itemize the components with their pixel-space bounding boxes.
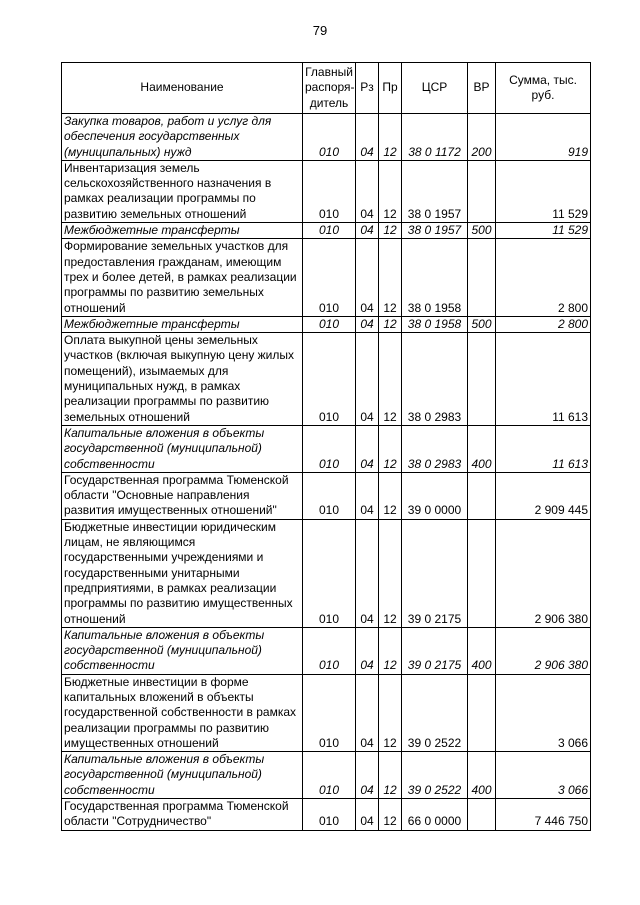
header-name: Наименование — [62, 63, 303, 114]
cell-vr — [468, 472, 496, 519]
cell-csr: 38 0 2983 — [402, 333, 468, 426]
cell-name: Формирование земельных участков для предоставления гражданам, имеющим трех и более детей, в рамках реализации программы по развитию земельных отношений — [62, 239, 303, 316]
cell-csr: 38 0 1957 — [402, 160, 468, 222]
cell-pr: 12 — [379, 239, 402, 316]
cell-admin: 010 — [303, 674, 356, 751]
cell-vr: 400 — [468, 752, 496, 799]
table-row — [62, 425, 591, 472]
table-row — [62, 333, 591, 426]
cell-pr: 12 — [379, 316, 402, 332]
cell-sum: 11 613 — [496, 333, 591, 426]
cell-sum: 2 909 445 — [496, 472, 591, 519]
cell-sum: 3 066 — [496, 752, 591, 799]
cell-sum: 2 906 380 — [496, 519, 591, 627]
cell-admin: 010 — [303, 114, 356, 161]
cell-vr — [468, 333, 496, 426]
cell-sum: 7 446 750 — [496, 799, 591, 831]
cell-vr: 400 — [468, 425, 496, 472]
cell-csr: 38 0 1958 — [402, 316, 468, 332]
cell-csr: 39 0 0000 — [402, 472, 468, 519]
cell-vr — [468, 239, 496, 316]
cell-vr — [468, 160, 496, 222]
cell-csr: 39 0 2522 — [402, 752, 468, 799]
cell-name: Межбюджетные трансферты — [62, 316, 303, 332]
table-row — [62, 627, 591, 674]
cell-name: Межбюджетные трансферты — [62, 223, 303, 239]
cell-name: Бюджетные инвестиции в форме капитальных вложений в объекты государственной собственности в рамках реализации программы по развитию имущественных отношений — [62, 674, 303, 751]
cell-vr — [468, 799, 496, 831]
cell-rz: 04 — [356, 674, 379, 751]
cell-name: Оплата выкупной цены земельных участков (включая выкупную цену жилых помещений), изымаемых для муниципальных нужд, в рамках реализации программы по развитию земельных отношений — [62, 333, 303, 426]
cell-vr: 400 — [468, 627, 496, 674]
cell-admin: 010 — [303, 627, 356, 674]
cell-rz: 04 — [356, 333, 379, 426]
cell-name: Капитальные вложения в объекты государственной (муниципальной) собственности — [62, 752, 303, 799]
cell-rz: 04 — [356, 799, 379, 831]
cell-rz: 04 — [356, 114, 379, 161]
cell-pr: 12 — [379, 799, 402, 831]
cell-pr: 12 — [379, 223, 402, 239]
cell-rz: 04 — [356, 223, 379, 239]
cell-csr: 39 0 2175 — [402, 519, 468, 627]
cell-vr: 500 — [468, 223, 496, 239]
table-row — [62, 674, 591, 751]
cell-vr — [468, 519, 496, 627]
cell-rz: 04 — [356, 472, 379, 519]
page-number: 79 — [312, 23, 328, 38]
cell-pr: 12 — [379, 160, 402, 222]
cell-admin: 010 — [303, 472, 356, 519]
table-row — [62, 160, 591, 222]
cell-pr: 12 — [379, 472, 402, 519]
cell-vr — [468, 674, 496, 751]
cell-sum: 11 529 — [496, 223, 591, 239]
cell-admin: 010 — [303, 316, 356, 332]
table-row — [62, 752, 591, 799]
cell-admin: 010 — [303, 223, 356, 239]
table-header-row — [62, 63, 591, 114]
table-row — [62, 799, 591, 831]
budget-table — [61, 62, 591, 831]
cell-name: Государственная программа Тюменской области "Сотрудничество" — [62, 799, 303, 831]
header-sum: Сумма, тыс. руб. — [496, 63, 591, 114]
cell-name: Государственная программа Тюменской области "Основные направления развития имущественных отношений" — [62, 472, 303, 519]
header-admin: Главный распоря-дитель — [303, 63, 356, 114]
cell-pr: 12 — [379, 114, 402, 161]
cell-sum: 919 — [496, 114, 591, 161]
cell-csr: 38 0 1958 — [402, 239, 468, 316]
table-row — [62, 316, 591, 332]
cell-rz: 04 — [356, 239, 379, 316]
cell-rz: 04 — [356, 316, 379, 332]
cell-admin: 010 — [303, 519, 356, 627]
cell-name: Инвентаризация земель сельскохозяйственного назначения в рамках реализации программы по развитию земельных отношений — [62, 160, 303, 222]
table-row — [62, 519, 591, 627]
cell-admin: 010 — [303, 425, 356, 472]
cell-rz: 04 — [356, 752, 379, 799]
cell-pr: 12 — [379, 333, 402, 426]
header-csr: ЦСР — [402, 63, 468, 114]
cell-rz: 04 — [356, 425, 379, 472]
cell-name: Капитальные вложения в объекты государственной (муниципальной) собственности — [62, 425, 303, 472]
cell-rz: 04 — [356, 160, 379, 222]
cell-rz: 04 — [356, 519, 379, 627]
cell-csr: 38 0 1172 — [402, 114, 468, 161]
cell-name: Капитальные вложения в объекты государственной (муниципальной) собственности — [62, 627, 303, 674]
cell-sum: 2 800 — [496, 239, 591, 316]
cell-sum: 2 800 — [496, 316, 591, 332]
cell-sum: 11 529 — [496, 160, 591, 222]
cell-rz: 04 — [356, 627, 379, 674]
cell-csr: 39 0 2522 — [402, 674, 468, 751]
header-vr: ВР — [468, 63, 496, 114]
cell-csr: 39 0 2175 — [402, 627, 468, 674]
cell-csr: 38 0 2983 — [402, 425, 468, 472]
cell-admin: 010 — [303, 160, 356, 222]
table-row — [62, 472, 591, 519]
cell-admin: 010 — [303, 799, 356, 831]
cell-vr: 500 — [468, 316, 496, 332]
cell-pr: 12 — [379, 519, 402, 627]
table-row — [62, 223, 591, 239]
cell-csr: 38 0 1957 — [402, 223, 468, 239]
cell-sum: 3 066 — [496, 674, 591, 751]
table-row — [62, 239, 591, 316]
cell-vr: 200 — [468, 114, 496, 161]
cell-pr: 12 — [379, 674, 402, 751]
header-rz: Рз — [356, 63, 379, 114]
cell-pr: 12 — [379, 627, 402, 674]
cell-name: Бюджетные инвестиции юридическим лицам, не являющимся государственными учреждениями и государственными унитарными предприятиями, в рамках реализации программы по развитию имущественных отношений — [62, 519, 303, 627]
cell-sum: 11 613 — [496, 425, 591, 472]
cell-admin: 010 — [303, 333, 356, 426]
table-row — [62, 114, 591, 161]
cell-name: Закупка товаров, работ и услуг для обеспечения государственных (муниципальных) нужд — [62, 114, 303, 161]
cell-pr: 12 — [379, 752, 402, 799]
cell-admin: 010 — [303, 239, 356, 316]
cell-csr: 66 0 0000 — [402, 799, 468, 831]
cell-sum: 2 906 380 — [496, 627, 591, 674]
cell-admin: 010 — [303, 752, 356, 799]
header-pr: Пр — [379, 63, 402, 114]
cell-pr: 12 — [379, 425, 402, 472]
